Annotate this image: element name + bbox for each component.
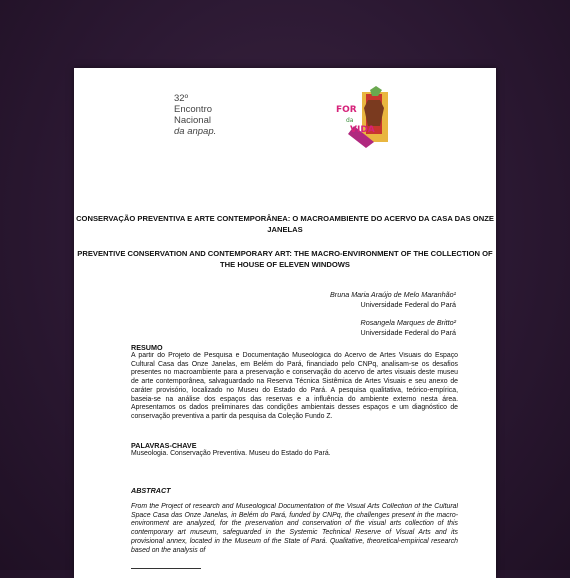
logo-line: Nacional (174, 115, 211, 126)
svg-text:VIDA: VIDA (350, 125, 375, 135)
author-affiliation: Universidade Federal do Pará (360, 299, 456, 309)
author-name: Bruna Maria Araújo de Melo Maranhão¹ (330, 290, 456, 299)
svg-text:da: da (346, 117, 354, 124)
abstract-text: From the Project of research and Museological Documentation of the Visual Arts Collection of the Cultural Space Casa das Onze Janelas, in Belém do Pará, funded by CNPq, the challenges present in the macro-environment are analyzed, for the preservation and conservation of the visual arts collection of this contemporary art museum, safeguarded in the Systemic Technical Reserve of Visual Arts and its provisional annex, located in the Museum of the State of Pará. Qualitative, theoretical-empirical research based on the analysis of (131, 503, 458, 554)
svg-text:FOR: FOR (336, 105, 357, 115)
author-affiliation: Universidade Federal do Pará (360, 327, 456, 337)
author-1 (330, 290, 456, 309)
anpap-logo (174, 93, 254, 137)
festival-logo (332, 86, 394, 152)
logo-line: Encontro (174, 104, 213, 115)
footnote-divider (131, 568, 201, 569)
resumo-heading: RESUMO (131, 343, 163, 352)
author-name: Rosangela Marques de Britto² (360, 318, 456, 327)
resumo-text: A partir do Projeto de Pesquisa e Documentação Museológica do Acervo de Artes Visuais do Espaço Cultural Casa das Onze Janelas, em Belém do Pará, financiado pelo CNPq, analisam-se os desafios presentes no macroambiente para a preservação e conservação do acervo de artes visuais deste museu de arte contemporânea, salvaguardado na Reserva Técnica Sistêmica de Artes Visuais e seu anexo de caráter provisório, localizado no Museu do Estado do Pará. A pesquisa qualitativa, teórico-empírica, baseia-se na análise dos espaços das reservas e a influência do ambiente externo nesta área. Apresentamos os dados preliminares das condições ambientais desses espaços e um diagnóstico de conservação preventiva a partir da pesquisa da Coleção Fundo Z. (131, 352, 458, 420)
abstract-heading: ABSTRACT (131, 486, 171, 495)
keywords-text: Museologia. Conservação Preventiva. Museu do Estado do Pará. (131, 450, 331, 457)
keywords-heading: PALAVRAS-CHAVE (131, 441, 197, 450)
document-page (74, 68, 496, 578)
logo-line: da anpap. (174, 126, 217, 137)
title-portuguese: CONSERVAÇÃO PREVENTIVA E ARTE CONTEMPORÂNEA: O MACROAMBIENTE DO ACERVO DA CASA DAS ONZE JANELAS (76, 214, 494, 234)
title-english: PREVENTIVE CONSERVATION AND CONTEMPORARY ART: THE MACRO-ENVIRONMENT OF THE COLLECTION OF THE HOUSE OF ELEVEN WINDOWS (77, 249, 493, 269)
logo-line: 32º (174, 93, 189, 104)
author-2 (361, 318, 457, 337)
